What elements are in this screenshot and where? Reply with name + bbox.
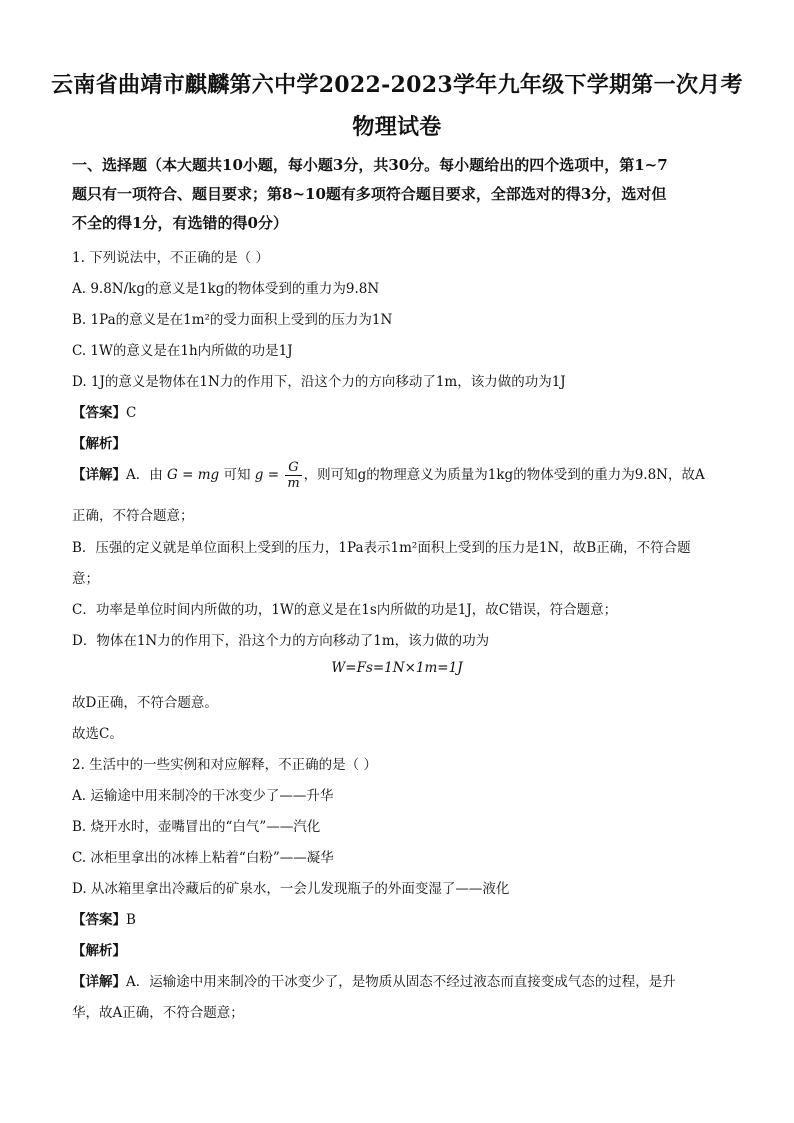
- answer-tag: 【答案】: [72, 405, 126, 421]
- q1-option-d: D. 1J的意义是物体在1N力的作用下，沿这个力的方向移动了1m，该力做的功为1J: [72, 374, 566, 390]
- q2-detail-a-line-1: [72, 970, 676, 990]
- exam-title: 云南省曲靖市麒麟第六中学2022-2023学年九年级下学期第一次月考: [51, 72, 743, 98]
- section-heading-line-1: 一、选择题（本大题共10小题，每小题3分，共30分。每小题给出的四个选项中，第1~7: [72, 156, 668, 174]
- q1-formula-work: W=Fs=1N×1m=1J: [331, 660, 463, 676]
- q2-option-d: D. 从冰箱里拿出冷藏后的矿泉水，一会儿发现瓶子的外面变湿了——液化: [72, 881, 510, 897]
- exam-subtitle: 物理试卷: [352, 114, 442, 140]
- q1-option-b: B. 1Pa的意义是在1m²的受力面积上受到的压力为1N: [72, 312, 393, 328]
- q1-detail-d-end: 故D正确，不符合题意。: [72, 695, 218, 711]
- detail-tag: 【详解】: [72, 467, 126, 483]
- q1-stem: 1. 下列说法中，不正确的是（ ）: [72, 250, 269, 266]
- fraction-denominator: m: [287, 476, 300, 491]
- q1-option-c: C. 1W的意义是在1h内所做的功是1J: [72, 343, 293, 359]
- detail-tag: 【详解】: [72, 974, 126, 990]
- formula-g-lhs: g =: [254, 467, 280, 483]
- q2-option-c: C. 冰柜里拿出的冰棒上粘着“白粉”——凝华: [72, 850, 334, 866]
- fraction-numerator: G: [285, 460, 301, 476]
- q1-detail-a: [72, 460, 705, 491]
- analysis-tag: 【解析】: [72, 943, 126, 959]
- q1-detail-c: C．功率是单位时间内所做的功，1W的意义是在1s内所做的功是1J，故C错误，符合题意；: [72, 602, 618, 618]
- detail-text: A．运输途中用来制冷的干冰变少了，是物质从固态不经过液态而直接变成气态的过程，是升: [126, 974, 676, 990]
- q2-answer: [72, 908, 136, 928]
- answer-tag: 【答案】: [72, 912, 126, 928]
- fraction-g-over-m: [285, 460, 301, 491]
- q2-option-b: B. 烧开水时，壶嘴冒出的“白气”——汽化: [72, 819, 321, 835]
- section-heading-line-3: 不全的得1分，有选错的得0分）: [72, 214, 288, 232]
- detail-text: ，则可知g的物理意义为质量为1kg的物体受到的重力为9.8N，故A: [303, 467, 705, 483]
- q1-analysis: [72, 432, 126, 452]
- q1-detail-d: D．物体在1N力的作用下，沿这个力的方向移动了1m，该力做的功为: [72, 633, 490, 649]
- analysis-tag: 【解析】: [72, 436, 126, 452]
- q1-detail-a-cont: 正确，不符合题意；: [72, 508, 194, 524]
- q1-detail-b-line-2: 意；: [72, 571, 99, 587]
- q2-analysis: [72, 939, 126, 959]
- q1-option-a: A. 9.8N/kg的意义是1kg的物体受到的重力为9.8N: [72, 281, 380, 297]
- q2-option-a: A. 运输途中用来制冷的干冰变少了——升华: [72, 788, 334, 804]
- answer-value: B: [126, 912, 136, 928]
- detail-text: 可知: [223, 467, 251, 483]
- q1-choose: 故选C。: [72, 726, 123, 742]
- q2-stem: 2. 生活中的一些实例和对应解释，不正确的是（ ）: [72, 757, 377, 773]
- q1-detail-b-line-1: B．压强的定义就是单位面积上受到的压力，1Pa表示1m²面积上受到的压力是1N，故B正确，不符合题: [72, 540, 691, 556]
- q1-answer: [72, 401, 136, 421]
- formula-g-mg: G = mg: [167, 467, 220, 483]
- q2-detail-a-line-2: 华，故A正确，不符合题意；: [72, 1005, 244, 1021]
- answer-value: C: [126, 405, 137, 421]
- detail-text: A．由: [126, 467, 163, 483]
- section-heading-line-2: 题只有一项符合、题目要求；第8~10题有多项符合题目要求，全部选对的得3分，选对但: [72, 185, 667, 203]
